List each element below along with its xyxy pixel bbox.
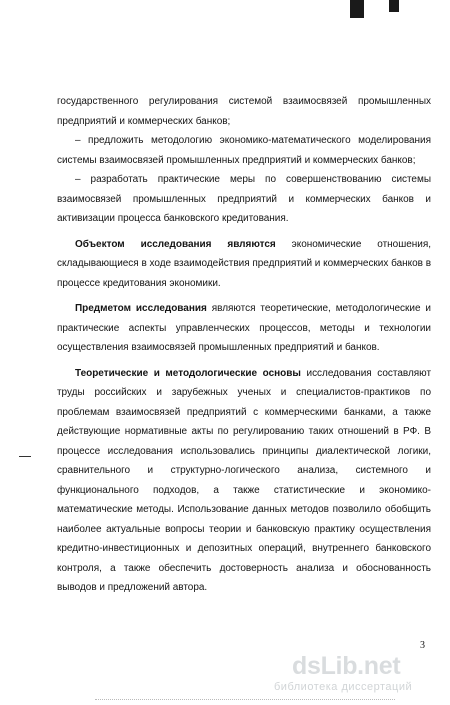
page-number: 3 xyxy=(420,640,425,651)
bold-heading-text: Объектом исследования являются xyxy=(75,238,276,250)
paragraph-text: – предложить методологию экономико-математического моделирования системы взаимосвязей промышленных предприятий и коммерческих банков; xyxy=(57,135,431,166)
paragraph-text: – разработать практические меры по совершенствованию системы взаимосвязей промышленных предприятий и коммерческих банков и активизации процесса банковского кредитования. xyxy=(57,174,431,224)
paragraph-bullet-methodology xyxy=(57,131,431,170)
scan-corner-mark xyxy=(350,0,364,18)
scan-bottom-noise xyxy=(95,699,395,702)
paragraph-bullet-measures xyxy=(57,170,431,229)
document-body xyxy=(57,92,431,598)
paragraph-text: экономические отношения, складывающиеся в ходе взаимодействия предприятий и коммерческих банков в процессе кредитования экономики. xyxy=(57,238,431,289)
dslib-watermark xyxy=(274,652,442,697)
paragraph-intro-continuation xyxy=(57,92,431,131)
paragraph-text: исследования составляют труды российских и зарубежных ученых и специалистов-практиков по проблемам взаимосвязей предприятий с коммерческими банками, а также действующие нормативные акты по регулированию таких отношений в РФ. В процессе исследования использовались принципы диалектической логики, сравнительного и структурно-логического анализа, системного и функционального подходов, а также статистические и экономико-математические методы. Использование данных методов позволило обобщить наиболее актуальные вопросы теории и банковскую практику осуществления кредитно-инвестиционных и депозитных операций, внутреннего банковского контроля, а также обеспечить достоверность анализа и обоснованность выводов и предложений автора. xyxy=(57,367,431,593)
paragraph-text: являются теоретические, методологические и практические аспекты управленческих процессов, методы и технологии осуществления взаимосвязей промышленных предприятий и банков. xyxy=(57,303,431,353)
watermark-subtitle: библиотека диссертаций xyxy=(274,681,413,693)
paragraph-text: государственного регулирования системой взаимосвязей промышленных предприятий и коммерческих банков; xyxy=(57,96,431,127)
watermark-logo-text: dsLib.net xyxy=(292,652,401,680)
bold-heading-text: Предметом исследования xyxy=(75,303,207,314)
paragraph-object-of-study xyxy=(57,235,431,294)
scan-corner-mark xyxy=(389,0,399,12)
margin-dash-mark xyxy=(19,456,31,457)
paragraph-subject-of-study xyxy=(57,299,431,358)
paragraph-theoretical-basis xyxy=(57,364,431,598)
bold-heading-text: Теоретические и методологические основы xyxy=(75,367,301,379)
